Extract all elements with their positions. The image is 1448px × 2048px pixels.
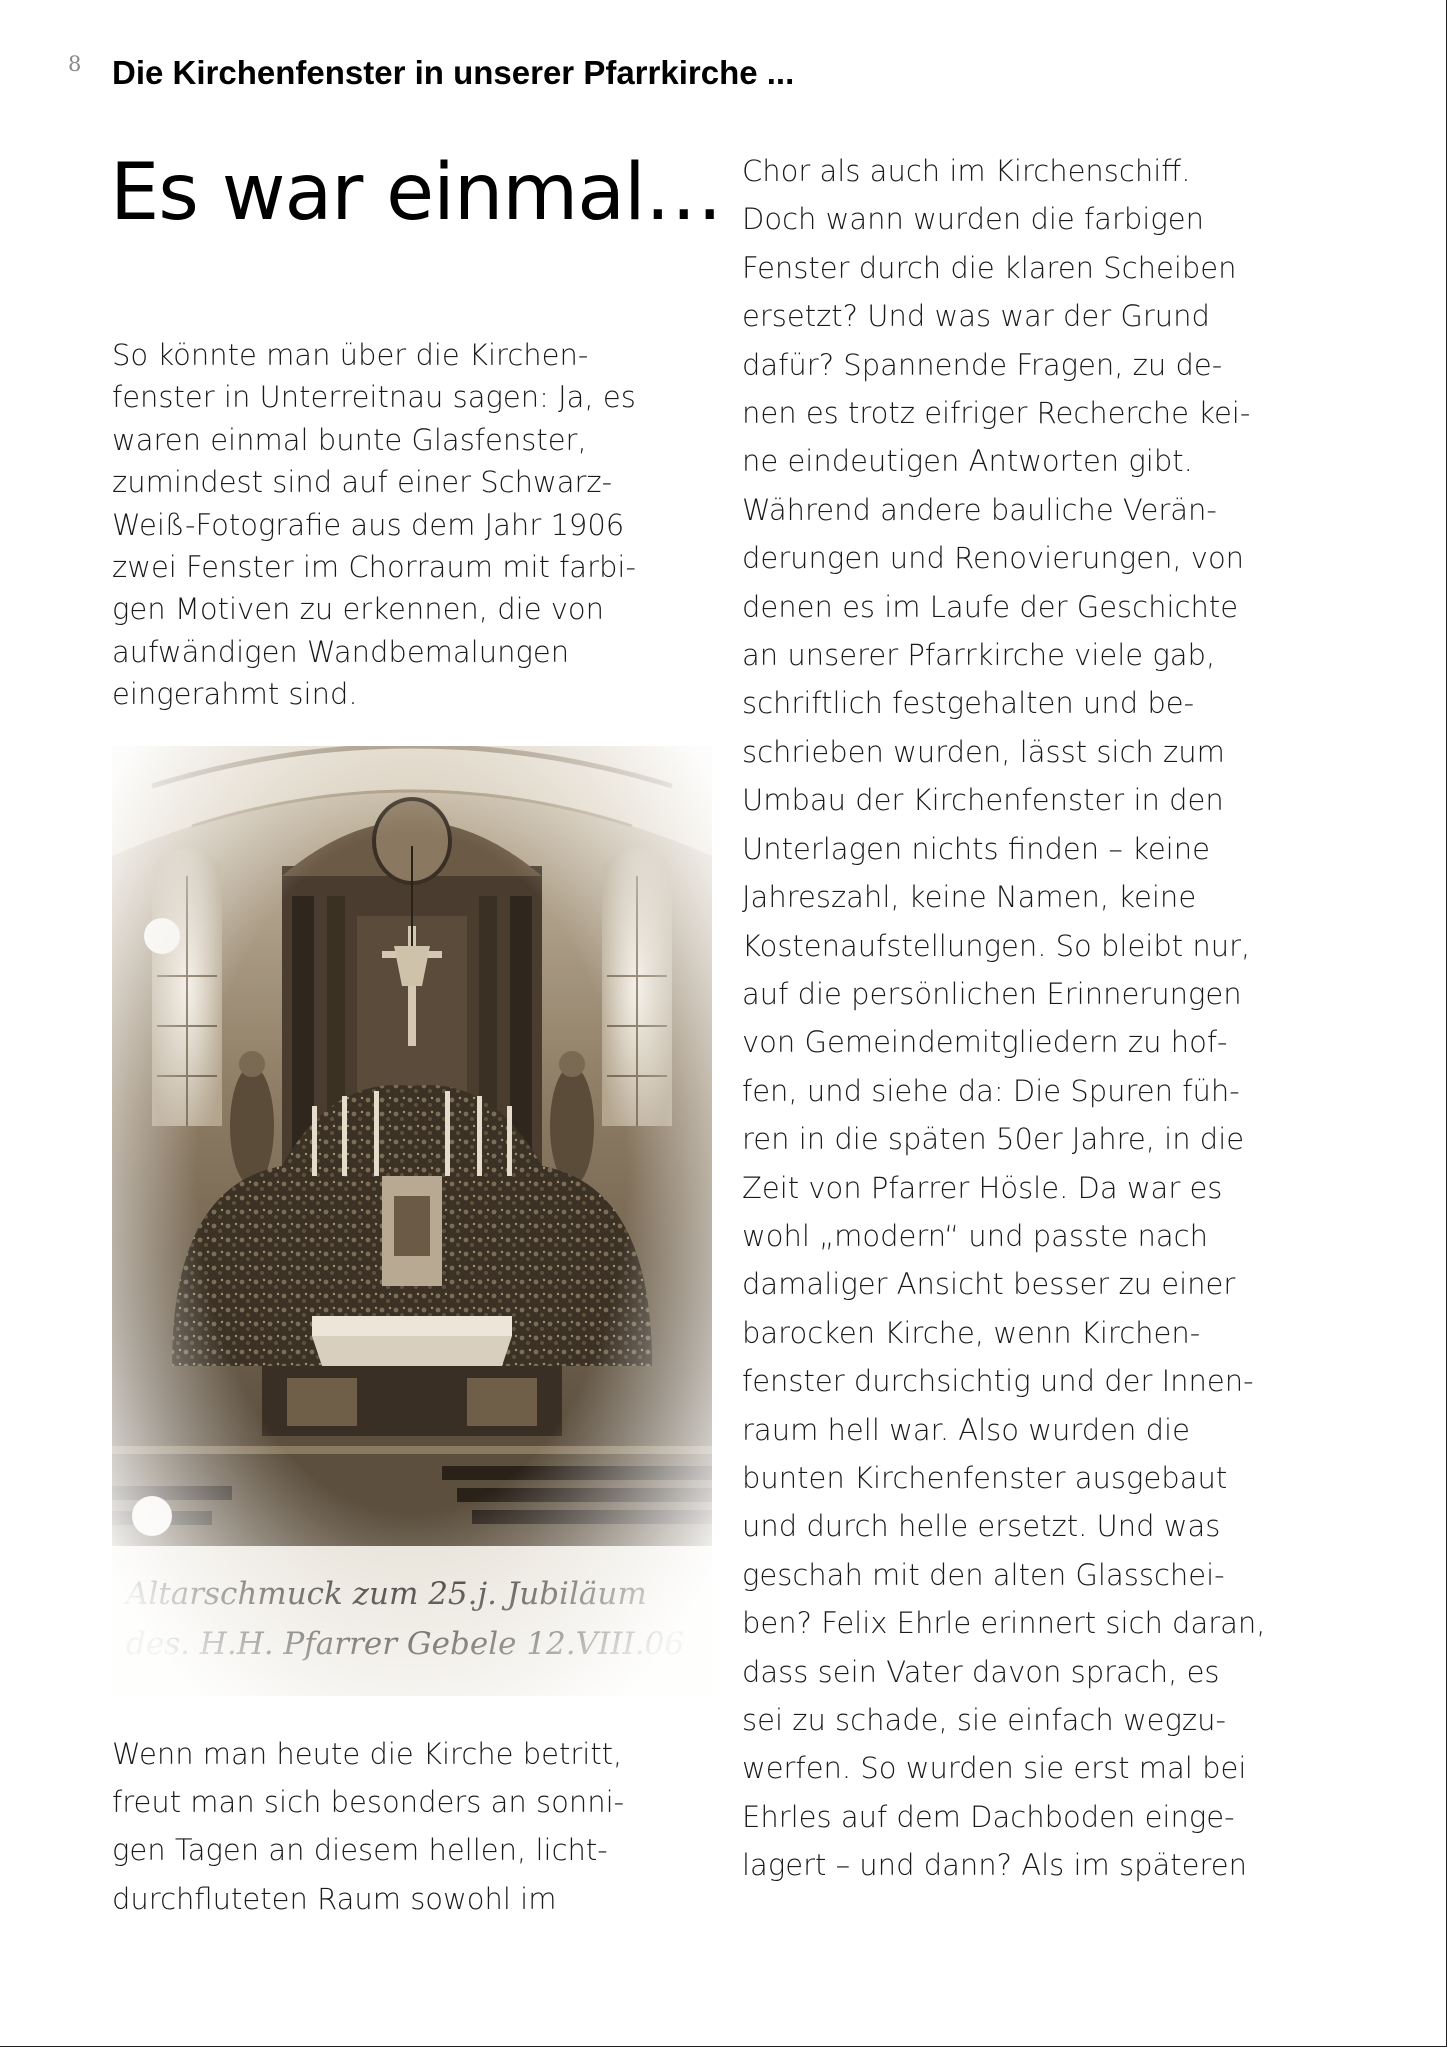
historic-altar-photo xyxy=(112,746,712,1696)
text-line: an unserer Pfarrkirche viele gab, xyxy=(742,638,1216,673)
text-line: dass sein Vater davon sprach, es xyxy=(742,1654,1220,1689)
text-line: Umbau der Kirchenfenster in den xyxy=(742,783,1224,818)
text-line: gen Tagen an diesem hellen, licht- xyxy=(112,1833,608,1868)
article-title: Es war einmal… xyxy=(110,148,722,238)
text-line: denen es im Laufe der Geschichte xyxy=(742,589,1239,624)
text-line: freut man sich besonders an sonni- xyxy=(112,1785,625,1820)
text-line: So könnte man über die Kirchen- xyxy=(112,338,589,372)
text-line: Zeit von Pfarrer Hösle. Da war es xyxy=(742,1170,1223,1205)
text-line: Fenster durch die klaren Scheiben xyxy=(742,250,1237,285)
text-line: sei zu schade, sie einfach wegzu- xyxy=(742,1703,1226,1737)
text-line: Chor als auch im Kirchenschiff. xyxy=(742,154,1191,188)
text-line: Weiß-Fotografie aus dem Jahr 1906 xyxy=(112,507,625,542)
text-line: bunten Kirchenfenster ausgebaut xyxy=(742,1460,1228,1495)
text-line: wohl „modern“ und passte nach xyxy=(742,1218,1208,1253)
right-column-paragraph xyxy=(742,147,1342,1890)
text-line: zumindest sind auf einer Schwarz- xyxy=(112,465,613,500)
text-line: nen es trotz eifriger Recherche kei- xyxy=(742,396,1251,431)
text-line: dafür? Spannende Fragen, zu de- xyxy=(742,347,1223,382)
text-line: eingerahmt sind. xyxy=(112,677,358,712)
text-line: auf die persönlichen Erinnerungen xyxy=(742,976,1242,1011)
text-line: fenster in Unterreitnau sagen: Ja, es xyxy=(112,380,636,415)
text-line: ersetzt? Und was war der Grund xyxy=(742,299,1210,334)
text-line: zwei Fenster im Chorraum mit farbi- xyxy=(112,550,636,585)
photo-vignette xyxy=(112,746,712,1696)
text-line: durchfluteten Raum sowohl im xyxy=(112,1881,557,1916)
text-line: Unterlagen nichts finden – keine xyxy=(742,831,1210,866)
text-line: derungen und Renovierungen, von xyxy=(742,541,1245,576)
text-line: raum hell war. Also wurden die xyxy=(742,1412,1190,1447)
text-line: lagert – und dann? Als im späteren xyxy=(742,1848,1247,1883)
text-line: aufwändigen Wandbemalungen xyxy=(112,634,570,669)
text-line: schriftlich festgehalten und be- xyxy=(742,686,1195,721)
text-line: Kostenaufstellungen. So bleibt nur, xyxy=(742,928,1251,963)
text-line: fenster durchsichtig und der Innen- xyxy=(742,1364,1254,1399)
text-line: gen Motiven zu erkennen, die von xyxy=(112,592,605,627)
below-photo-paragraph xyxy=(112,1730,712,1923)
text-line: schrieben wurden, lässt sich zum xyxy=(742,734,1225,769)
text-line: ne eindeutigen Antworten gibt. xyxy=(742,444,1193,479)
text-line: Wenn man heute die Kirche betritt, xyxy=(112,1737,623,1771)
intro-paragraph xyxy=(112,334,712,716)
text-line: waren einmal bunte Glasfenster, xyxy=(112,422,587,457)
text-line: werfen. So wurden sie erst mal bei xyxy=(742,1751,1247,1786)
text-line: geschah mit den alten Glasschei- xyxy=(742,1557,1225,1592)
text-line: damaliger Ansicht besser zu einer xyxy=(742,1267,1236,1302)
text-line: Während andere bauliche Verän- xyxy=(742,492,1217,527)
text-line: Doch wann wurden die farbigen xyxy=(742,202,1204,237)
running-header: Die Kirchenfenster in unserer Pfarrkirche ... xyxy=(112,54,795,91)
text-line: Jahreszahl, keine Namen, keine xyxy=(742,880,1197,915)
text-line: barocken Kirche, wenn Kirchen- xyxy=(742,1315,1201,1350)
text-line: Ehrles auf dem Dachboden einge- xyxy=(742,1799,1235,1834)
text-line: ren in die späten 50er Jahre, in die xyxy=(742,1122,1245,1157)
text-line: ben? Felix Ehrle erinnert sich daran, xyxy=(742,1606,1266,1641)
text-line: fen, und siehe da: Die Spuren füh- xyxy=(742,1073,1240,1108)
text-line: von Gemeindemitgliedern zu hof- xyxy=(742,1025,1228,1060)
text-line: und durch helle ersetzt. Und was xyxy=(742,1509,1221,1544)
page-number: 8 xyxy=(68,52,82,76)
